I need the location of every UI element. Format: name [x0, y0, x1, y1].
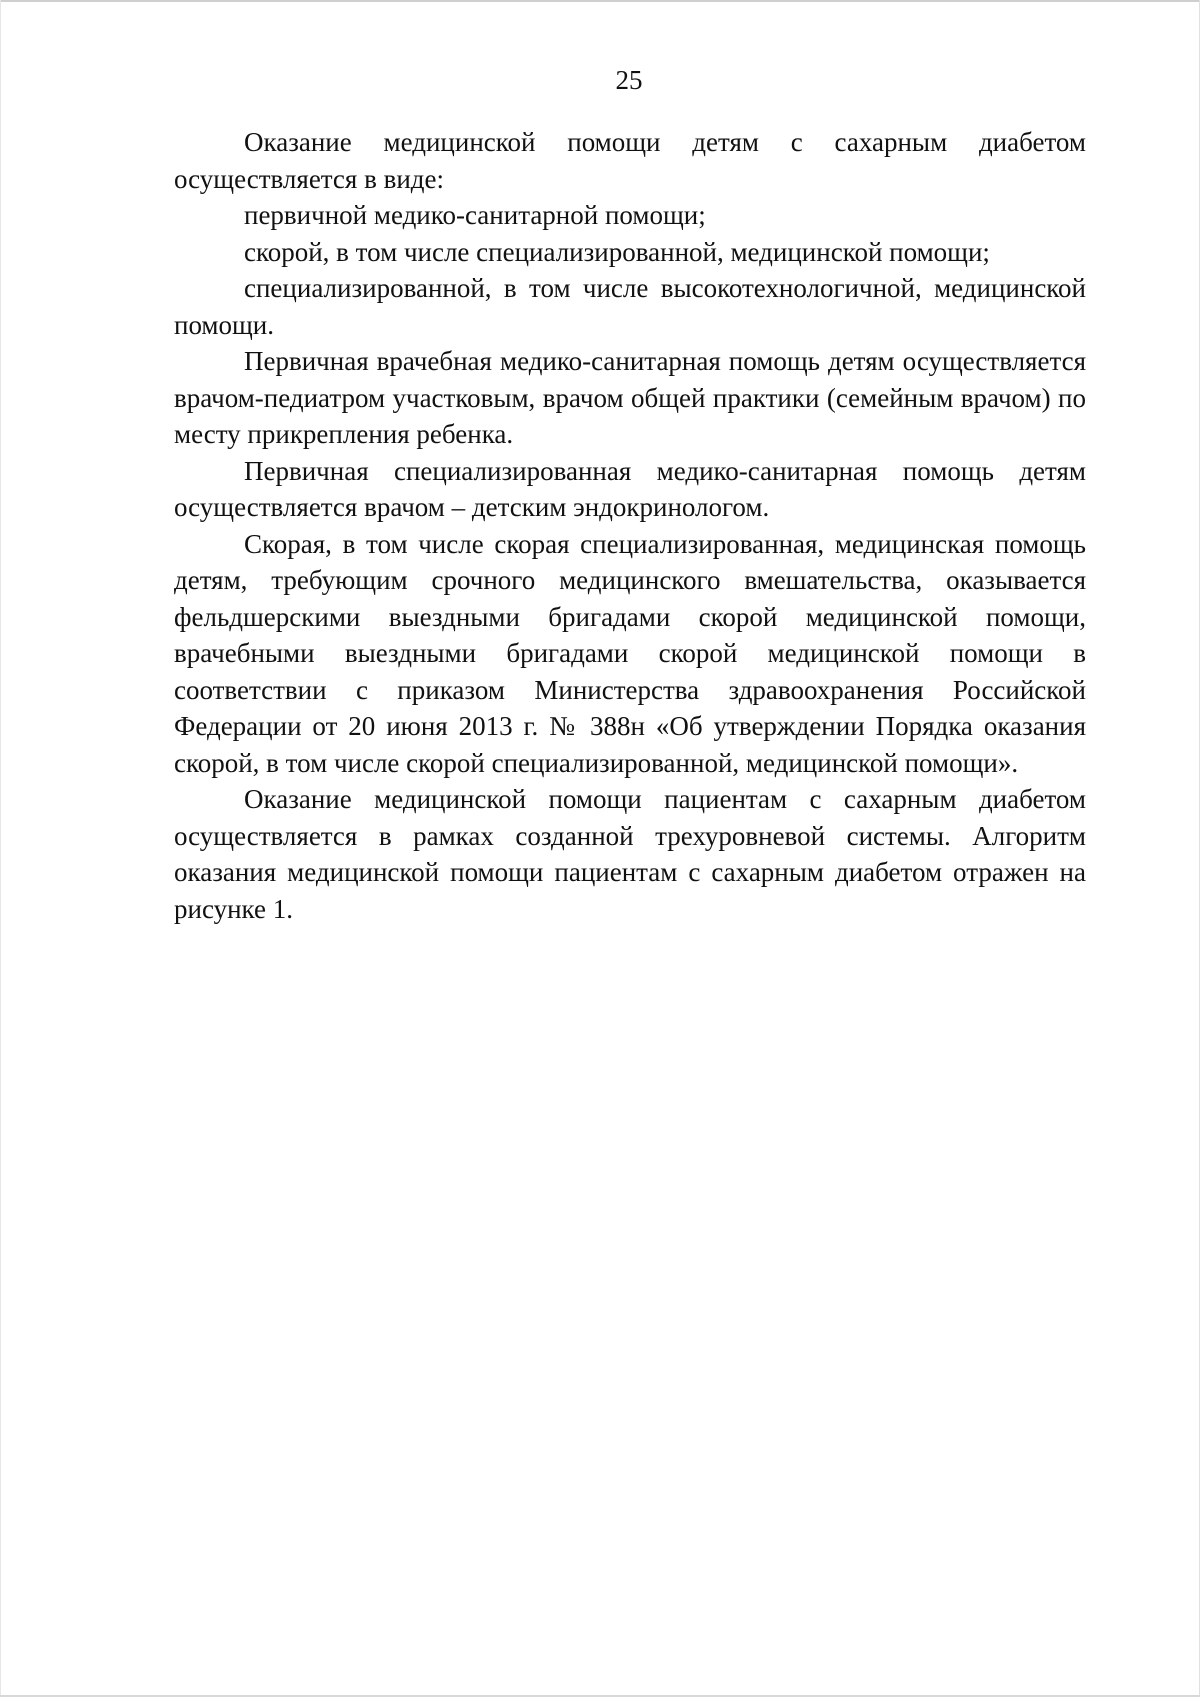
- page-number: 25: [615, 65, 643, 95]
- paragraph-primary-physician-care: Первичная врачебная медико-санитарная помощь детям осуществляется врачом-педиатром участковым, врачом общей практики (семейным врачом) по месту прикрепления ребенка.: [174, 346, 1086, 449]
- list-item-emergency-care: скорой, в том числе специализированной, медицинской помощи;: [244, 236, 990, 267]
- paragraph-intro: Оказание медицинской помощи детям с сахарным диабетом осуществляется в виде:: [174, 127, 1086, 194]
- list-item-primary-care: первичной медико-санитарной помощи;: [244, 200, 706, 230]
- scan-top-edge: [0, 0, 1200, 2]
- list-item-specialized-care: специализированной, в том числе высокотехнологичной, медицинской помощи.: [174, 273, 1086, 340]
- paragraph-three-level-system: Оказание медицинской помощи пациентам с сахарным диабетом осуществляется в рамках созданной трехуровневой системы. Алгоритм оказания медицинской помощи пациентам с сахарным диабетом отражен на рисунке 1.: [174, 784, 1086, 924]
- paragraph-emergency-care: Скорая, в том числе скорая специализированная, медицинская помощь детям, требующим срочного медицинского вмешательства, оказывается фельдшерскими выездными бригадами скорой медицинской помощи, врачебными выездными бригадами скорой медицинской помощи в соответствии с приказом Министерства здравоохранения Российской Федерации от 20 июня 2013 г. № 388н «Об утверждении Порядка оказания скорой, в том числе скорой специализированной, медицинской помощи».: [174, 528, 1086, 778]
- document-body: [174, 124, 1086, 927]
- paragraph-primary-specialized-care: Первичная специализированная медико-санитарная помощь детям осуществляется врачом – детским эндокринологом.: [174, 455, 1086, 522]
- scan-left-edge: [0, 0, 1, 1697]
